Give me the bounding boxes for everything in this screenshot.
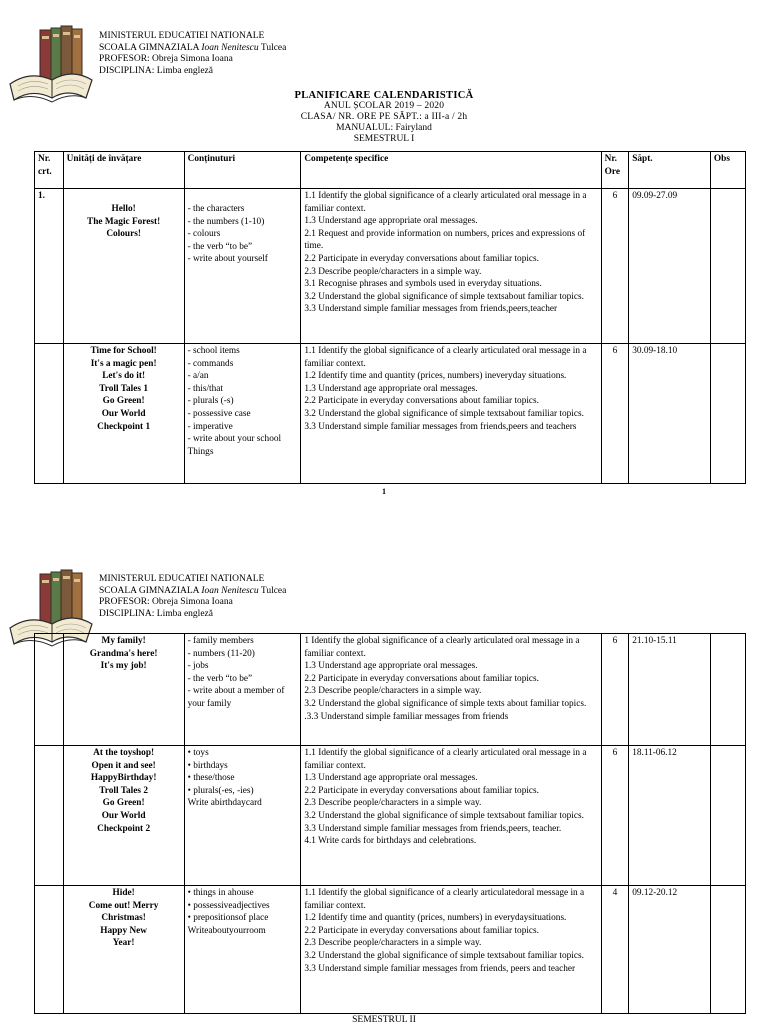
column-header-hours: Nr. Ore [601, 152, 629, 189]
competence-line: 2.2 Participate in everyday conversations about familiar topics. [304, 785, 540, 796]
contents-line: - write about your school [187, 434, 282, 445]
planning-table [34, 633, 746, 1014]
table-row [35, 344, 746, 484]
learning-unit-line: It's a magic pen! [90, 358, 157, 369]
contents-cell [184, 344, 301, 484]
contents-line: • plurals(-es, -ies) [187, 785, 254, 796]
contents-line: - possessive case [187, 408, 251, 419]
week-cell: 09.09-27.09 [629, 189, 711, 344]
teacher-name: PROFESOR: Obreja Simona Ioana [99, 54, 233, 64]
competence-line: 3.3 Understand simple familiar messages from friends, peers and teacher [304, 963, 576, 974]
page-title: PLANIFICARE CALENDARISTICĂ [294, 90, 474, 101]
document-header [99, 31, 286, 77]
column-header-nr: Nr. crt. [35, 152, 64, 189]
learning-unit-line: Time for School! [90, 346, 157, 356]
school-name: SCOALA GIMNAZIALA Ioan Nenitescu Tulcea [99, 42, 287, 53]
competences-cell [301, 634, 601, 746]
learning-unit-line: Troll Tales 2 [99, 785, 148, 796]
column-header-week: Săpt. [629, 152, 711, 189]
obs-cell [710, 634, 745, 746]
learning-unit-line: My family! [101, 636, 146, 646]
learning-unit-line: Troll Tales 1 [99, 383, 148, 394]
obs-cell [710, 886, 745, 1014]
learning-unit-line: Let's do it! [102, 371, 146, 382]
contents-line: - the verb “to be” [187, 241, 253, 252]
competence-line: 3.3 Understand simple familiar messages from friends,peers, teacher. [304, 823, 562, 834]
learning-unit-cell [63, 886, 184, 1014]
learning-unit-line: Happy New [100, 925, 147, 936]
competence-line: 2.2 Participate in everyday conversations about familiar topics. [304, 673, 540, 684]
competence-line: .3.3 Understand simple familiar messages from friends [304, 711, 509, 722]
learning-unit-line: Hello! [111, 204, 136, 214]
table-header-row [35, 152, 746, 189]
contents-line: - commands [187, 358, 234, 369]
learning-unit-line: The Magic Forest! [87, 216, 161, 227]
contents-line: - jobs [187, 661, 209, 672]
competence-line: 4.1 Write cards for birthdays and celebrations. [304, 836, 477, 847]
competence-line: 1.1 Identify the global significance of a clearly articulated oral message in a familiar context. [304, 346, 587, 369]
column-header-obs: Obs [710, 152, 745, 189]
learning-unit-line: Year! [112, 938, 135, 949]
learning-unit-line: Go Green! [102, 798, 145, 809]
row-number-cell [35, 886, 64, 1014]
table-row [35, 634, 746, 746]
learning-unit-line: Christmas! [101, 913, 146, 924]
competence-line: 1.1 Identify the global significance of a clearly articulatedoral message in a familiar context. [304, 888, 585, 911]
school-name: SCOALA GIMNAZIALA Ioan Nenitescu Tulcea [99, 585, 287, 596]
obs-cell [710, 189, 745, 344]
contents-line: Write abirthdaycard [187, 798, 262, 809]
table-body [35, 634, 746, 1014]
row-number-cell [35, 344, 64, 484]
obs-cell [710, 746, 745, 886]
contents-cell [184, 746, 301, 886]
competence-line: 3.3 Understand simple familiar messages from friends,peers,teacher [304, 304, 558, 315]
competence-line: 1.3 Understand age appropriate oral messages. [304, 773, 478, 784]
contents-line: - imperative [187, 421, 233, 432]
learning-unit-cell [63, 344, 184, 484]
competence-line: 1 Identify the global significance of a clearly articulated oral message in a familiar context. [304, 636, 580, 659]
learning-unit-line: Our World [101, 408, 146, 419]
contents-line: - colours [187, 229, 221, 240]
contents-line: Things [187, 446, 214, 457]
obs-cell [710, 344, 745, 484]
learning-unit-cell [63, 189, 184, 344]
competences-cell [301, 746, 601, 886]
page-1 [0, 0, 768, 500]
competence-line: 3.2 Understand the global significance of simple textsabout familiar topics. [304, 810, 584, 821]
contents-line: Writeaboutyourroom [187, 925, 266, 936]
week-cell: 21.10-15.11 [629, 634, 711, 746]
competence-line: 1.2 Identify time and quantity (prices, numbers) ineveryday situations. [304, 371, 567, 382]
contents-line: - numbers (11-20) [187, 648, 255, 659]
semester-label: SEMESTRUL I [353, 134, 415, 144]
contents-line: - write about a member of your family [187, 686, 285, 709]
document-header [99, 574, 286, 620]
competence-line: 3.1 Recognise phrases and symbols used in everyday situations. [304, 279, 542, 290]
page-2 [0, 540, 768, 1024]
discipline-name: DISCIPLINA: Limba engleză [99, 608, 213, 619]
learning-unit-line: Come out! Merry [88, 900, 159, 911]
competences-cell [301, 886, 601, 1014]
page-number: 1 [382, 487, 386, 496]
hours-cell: 6 [601, 344, 629, 484]
row-number-cell [35, 746, 64, 886]
contents-line: - write about yourself [187, 254, 268, 265]
contents-line: - the characters [187, 204, 245, 214]
learning-unit-line: Colours! [106, 229, 141, 240]
document-titles [0, 90, 768, 145]
contents-line: - family members [187, 636, 254, 646]
competence-line: 2.3 Describe people/characters in a simple way. [304, 266, 482, 277]
competence-line: 1.2 Identify time and quantity (prices, numbers) in everydaysituations. [304, 913, 567, 924]
competence-line: 2.2 Participate in everyday conversations about familiar topics. [304, 253, 540, 264]
competence-line: 1.3 Understand age appropriate oral messages. [304, 216, 478, 227]
competence-line: 3.2 Understand the global significance of simple texts about familiar topics. [304, 698, 587, 709]
competence-line: 3.2 Understand the global significance of simple textsabout familiar topics. [304, 291, 584, 302]
competence-line: 3.2 Understand the global significance of simple textsabout familiar topics. [304, 950, 584, 961]
competence-line: 1.1 Identify the global significance of a clearly articulated oral message in a familiar context. [304, 191, 587, 214]
competence-line: 2.2 Participate in everyday conversations about familiar topics. [304, 396, 540, 407]
competence-line: 3.2 Understand the global significance of simple textsabout familiar topics. [304, 408, 584, 419]
column-header-competences: Competențe specifice [301, 152, 601, 189]
contents-line: • possessiveadjectives [187, 900, 270, 911]
competence-line: 2.3 Describe people/characters in a simple way. [304, 938, 482, 949]
contents-line: • prepositionsof place [187, 913, 269, 924]
hours-cell: 6 [601, 634, 629, 746]
learning-unit-line: Hide! [112, 888, 135, 898]
week-cell: 30.09-18.10 [629, 344, 711, 484]
contents-line: • toys [187, 748, 209, 758]
competence-line: 3.3 Understand simple familiar messages from friends,peers and teachers [304, 421, 577, 432]
learning-unit-line: It's my job! [100, 661, 147, 672]
learning-unit-line: Checkpoint 2 [97, 823, 151, 834]
contents-line: • birthdays [187, 760, 228, 771]
contents-line: • these/those [187, 773, 235, 784]
table-row [35, 189, 746, 344]
learning-unit-line: Our World [101, 810, 146, 821]
contents-line: - a/an [187, 371, 209, 382]
planning-table [34, 151, 746, 484]
hours-cell: 6 [601, 746, 629, 886]
competence-line: 2.1 Request and provide information on numbers, prices and expressions of time. [304, 228, 586, 252]
week-cell: 09.12-20.12 [629, 886, 711, 1014]
competence-line: 1.1 Identify the global significance of a clearly articulated oral message in a familiar context. [304, 748, 587, 771]
competences-cell [301, 344, 601, 484]
contents-cell [184, 189, 301, 344]
contents-line: - school items [187, 346, 240, 356]
competence-line: 1.3 Understand age appropriate oral messages. [304, 661, 478, 672]
ministry-name: MINISTERUL EDUCATIEI NATIONALE [99, 31, 265, 41]
contents-line: - plurals (-s) [187, 396, 234, 407]
contents-line: - the numbers (1-10) [187, 216, 265, 227]
contents-cell [184, 886, 301, 1014]
teacher-name: PROFESOR: Obreja Simona Ioana [99, 597, 233, 607]
manual-name: MANUALUL: Fairyland [336, 123, 432, 133]
class-hours: CLASA/ NR. ORE PE SĂPT.: a III-a / 2h [300, 112, 468, 122]
learning-unit-cell [63, 746, 184, 886]
learning-unit-cell [63, 634, 184, 746]
contents-line: - the verb “to be” [187, 673, 253, 684]
table-row [35, 886, 746, 1014]
ministry-name: MINISTERUL EDUCATIEI NATIONALE [99, 574, 265, 584]
competence-line: 2.3 Describe people/characters in a simple way. [304, 686, 482, 697]
learning-unit-line: At the toyshop! [93, 748, 155, 758]
contents-line: • things in ahouse [187, 888, 254, 898]
competence-line: 2.3 Describe people/characters in a simple way. [304, 798, 482, 809]
contents-line: - this/that [187, 383, 223, 394]
column-header-contents: Conținuturi [184, 152, 301, 189]
learning-unit-line: HappyBirthday! [90, 773, 157, 784]
school-year: ANUL ȘCOLAR 2019 – 2020 [323, 101, 445, 111]
week-cell: 18.11-06.12 [629, 746, 711, 886]
semester-2-label: SEMESTRUL II [352, 1015, 416, 1025]
competences-cell [301, 189, 601, 344]
table-row [35, 746, 746, 886]
column-header-units: Unități de învățare [63, 152, 184, 189]
competence-line: 2.2 Participate in everyday conversations about familiar topics. [304, 925, 540, 936]
row-number-cell [35, 634, 64, 746]
learning-unit-line: Checkpoint 1 [97, 421, 151, 432]
hours-cell: 6 [601, 189, 629, 344]
hours-cell: 4 [601, 886, 629, 1014]
learning-unit-line: Open it and see! [91, 760, 156, 771]
learning-unit-line: Grandma's here! [89, 648, 158, 659]
table-body [35, 189, 746, 484]
row-number-cell: 1. [35, 189, 64, 344]
contents-cell [184, 634, 301, 746]
competence-line: 1.3 Understand age appropriate oral messages. [304, 383, 478, 394]
learning-unit-line: Go Green! [102, 396, 145, 407]
discipline-name: DISCIPLINA: Limba engleză [99, 65, 213, 76]
